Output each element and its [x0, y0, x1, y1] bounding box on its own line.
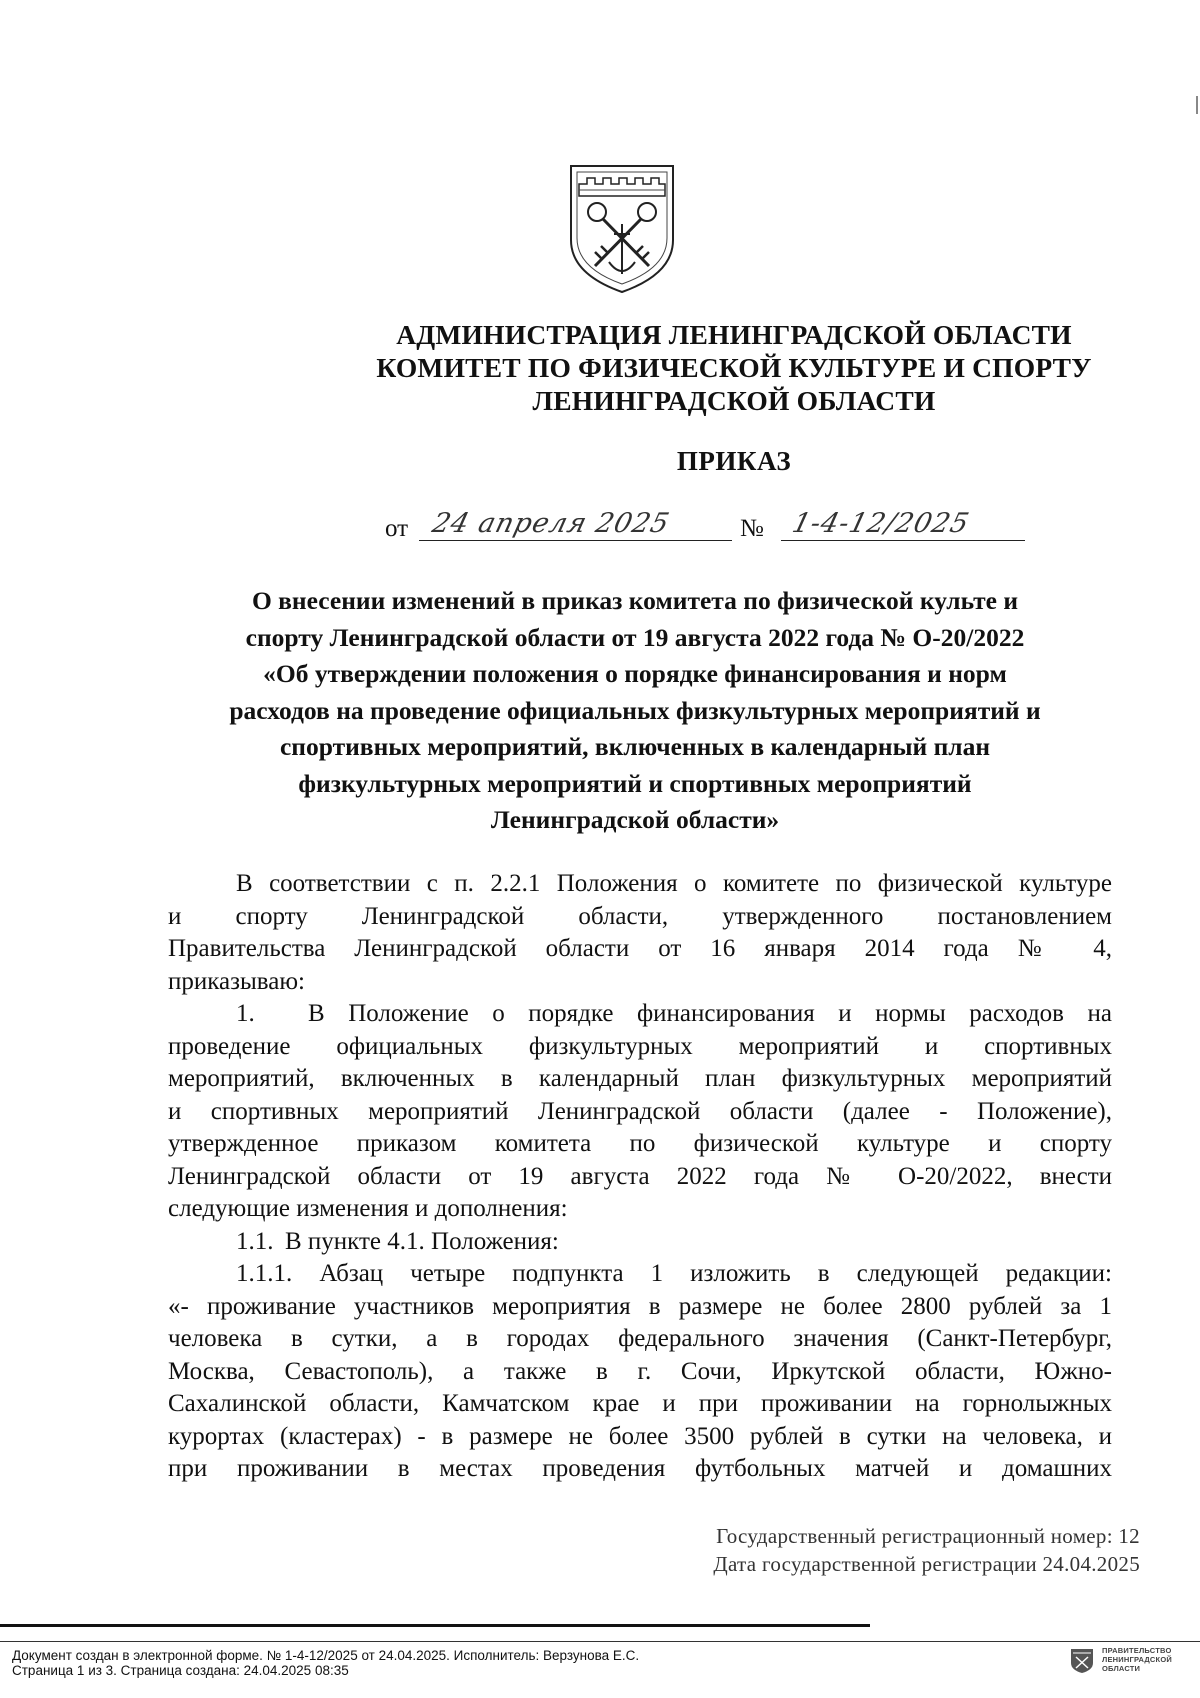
body-line: В соответствии с п. 2.2.1 Положения о комитете по физической культуре	[236, 870, 1112, 897]
body-line: и спортивных мероприятий Ленинградской области (далее - Положение),	[168, 1097, 1112, 1125]
subject-line: расходов на проведение официальных физкультурных мероприятий и	[229, 695, 1041, 725]
order-subject	[170, 583, 1100, 839]
subject-line: физкультурных мероприятий и спортивных мероприятий	[298, 768, 972, 798]
logo-text-line: ПРАВИТЕЛЬСТВО	[1102, 1646, 1172, 1655]
registration-stamp	[640, 1522, 1140, 1578]
electronic-document-footer	[12, 1648, 1012, 1678]
header-line-committee: КОМИТЕТ ПО ФИЗИЧЕСКОЙ КУЛЬТУРЕ И СПОРТУ	[376, 352, 1092, 383]
header-line-region: ЛЕНИНГРАДСКОЙ ОБЛАСТИ	[532, 385, 936, 416]
item-1-1-line	[168, 1226, 1112, 1259]
registration-date: Дата государственной регистрации 24.04.2025	[713, 1552, 1140, 1576]
body-line: «- проживание участников мероприятия в размере не более 2800 рублей за 1	[168, 1292, 1112, 1320]
document-type-title: ПРИКАЗ	[676, 446, 792, 476]
header-line-administration: АДМИНИСТРАЦИЯ ЛЕНИНГРАДСКОЙ ОБЛАСТИ	[396, 319, 1072, 350]
body-line: при проживании в местах проведения футбольных матчей и домашних	[168, 1455, 1112, 1482]
item-1-1-1-number: 1.1.1.	[236, 1260, 293, 1287]
government-logo-text	[1102, 1646, 1172, 1673]
number-label: №	[740, 515, 764, 542]
handwritten-number: 1-4-12/2025	[789, 508, 973, 539]
number-underline	[781, 540, 1025, 541]
order-body	[168, 868, 1112, 1486]
body-line: проведение официальных физкультурных мероприятий и спортивных	[168, 1032, 1112, 1060]
body-line: приказываю:	[168, 967, 305, 995]
footer-document-info: Документ создан в электронной форме. № 1-4-12/2025 от 24.04.2025. Исполнитель: Верзунова Е.С.	[12, 1648, 640, 1663]
order-date-number-line	[385, 505, 1025, 549]
item-1-text: В Положение о порядке финансирования и нормы расходов на	[308, 1000, 1112, 1027]
date-underline	[419, 540, 732, 541]
date-label: от	[385, 515, 409, 542]
body-line: утвержденное приказом комитета по физической культуре и спорту	[168, 1130, 1112, 1157]
body-line: следующие изменения и дополнения:	[168, 1195, 568, 1222]
issuer-header	[0, 318, 1200, 417]
subject-line: Ленинградской области»	[490, 805, 780, 834]
item-1-1-1-text: Абзац четыре подпункта 1 изложить в следующей редакции:	[319, 1260, 1112, 1287]
government-emblem-icon	[1070, 1648, 1094, 1674]
body-line: Москва, Севастополь), а также в г. Сочи, Иркутской области, Южно-	[168, 1357, 1112, 1385]
registration-number: Государственный регистрационный номер: 12	[716, 1524, 1140, 1548]
body-line: человека в сутки, а в городах федерального значения (Санкт-Петербург,	[168, 1325, 1112, 1352]
government-logo	[1070, 1646, 1190, 1680]
footer-divider-thin	[0, 1641, 1200, 1642]
footer-page-info: Страница 1 из 3. Страница создана: 24.04.2025 08:35	[12, 1663, 349, 1678]
handwritten-date: 24 апреля 2025	[429, 508, 673, 539]
item-1-number: 1.	[236, 1000, 255, 1027]
item-1-line	[168, 998, 1112, 1031]
logo-text-line: ЛЕНИНГРАДСКОЙ	[1102, 1655, 1172, 1664]
body-line: Сахалинской области, Камчатском крае и при проживании на горнолыжных	[168, 1390, 1112, 1417]
subject-line: О внесении изменений в приказ комитета по физической культе и	[251, 586, 1019, 615]
item-1-1-1-line	[168, 1258, 1112, 1291]
subject-line: «Об утверждении положения о порядке финансирования и норм	[263, 659, 1007, 688]
item-1-1-number: 1.1.	[236, 1227, 274, 1255]
body-line: Ленинградской области от 19 августа 2022 года № О-20/2022, внести	[168, 1162, 1112, 1190]
item-1-1-text: В пункте 4.1. Положения:	[285, 1227, 559, 1255]
body-line: и спорту Ленинградской области, утвержденного постановлением	[168, 902, 1112, 930]
coat-of-arms-icon	[567, 162, 677, 296]
body-line: мероприятий, включенных в календарный план физкультурных мероприятий	[168, 1065, 1112, 1092]
body-line: курортах (кластерах) - в размере не более 3500 рублей в сутки на человека, и	[168, 1422, 1112, 1450]
body-line: Правительства Ленинградской области от 16 января 2014 года № 4,	[168, 935, 1112, 962]
subject-line: спортивных мероприятий, включенных в календарный план	[279, 732, 991, 761]
scan-edge-mark	[1196, 96, 1198, 114]
footer-divider-thick	[0, 1624, 870, 1627]
subject-line: спорту Ленинградской области от 19 августа 2022 года № О-20/2022	[245, 622, 1025, 652]
logo-text-line: ОБЛАСТИ	[1102, 1664, 1141, 1673]
